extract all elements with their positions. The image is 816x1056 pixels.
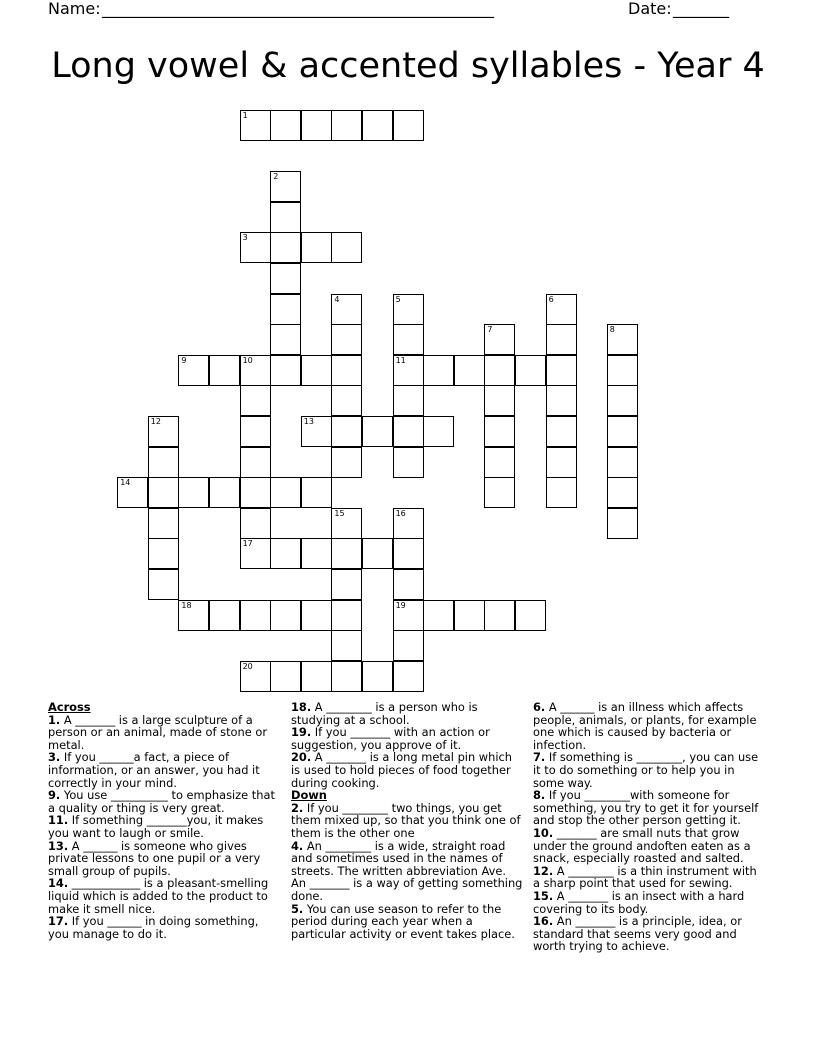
clue-item-number: 9.	[48, 788, 61, 803]
clue-item-text: ____________ is a pleasant-smelling liquid which is added to the product to make it smell nice.	[48, 876, 269, 916]
crossword-cell[interactable]	[178, 355, 209, 386]
clue-item-text: A _______ is a large sculpture of a person or an animal, made of stone or metal.	[48, 712, 268, 752]
crossword-cell[interactable]	[301, 355, 332, 386]
clue-item-text: A _______ is a long metal pin which is used to hold pieces of food together during cooking.	[291, 750, 512, 790]
crossword-cell[interactable]	[301, 232, 332, 263]
clue-number: 9	[181, 355, 187, 365]
clue-item-text: You can use season to refer to the period during each year when a particular activity or event takes place.	[291, 901, 515, 941]
crossword-cell[interactable]	[484, 355, 515, 386]
clue-item	[533, 751, 765, 789]
date-label: Date:	[628, 0, 672, 18]
crossword-cell[interactable]	[331, 294, 362, 325]
crossword-cell[interactable]	[240, 385, 271, 416]
clue-item-number: 19.	[291, 725, 312, 740]
clue-heading-across: Across	[48, 700, 91, 714]
clue-column-3	[533, 701, 765, 953]
crossword-cell[interactable]	[117, 477, 148, 508]
crossword-cell[interactable]	[546, 416, 577, 447]
clue-number: 6	[548, 294, 554, 304]
clue-item	[291, 903, 523, 941]
clue-number: 13	[303, 417, 314, 426]
crossword-cell[interactable]	[393, 538, 424, 569]
clue-item	[48, 789, 278, 814]
clue-number: 19	[395, 600, 406, 610]
clue-number: 5	[395, 294, 401, 304]
clue-item	[533, 701, 765, 751]
crossword-cell[interactable]	[240, 477, 271, 508]
crossword-cell[interactable]	[393, 385, 424, 416]
clue-item-number: 10.	[533, 825, 554, 840]
crossword-cell[interactable]	[178, 477, 209, 508]
crossword-cell[interactable]	[515, 355, 546, 386]
crossword-cell[interactable]	[393, 447, 424, 478]
crossword-cell[interactable]	[484, 447, 515, 478]
clue-item-text: A ______ is someone who gives private lessons to one pupil or a very small group of pupils.	[48, 838, 261, 878]
crossword-cell[interactable]	[607, 355, 638, 386]
clue-number: 17	[242, 539, 253, 549]
page-title: Long vowel & accented syllables - Year 4	[51, 46, 765, 86]
clue-item	[533, 865, 765, 890]
crossword-cell[interactable]	[546, 294, 577, 325]
clue-item	[48, 714, 278, 752]
crossword-cell[interactable]	[331, 447, 362, 478]
crossword-cell[interactable]	[393, 661, 424, 692]
crossword-cell[interactable]	[240, 661, 271, 692]
clue-item-number: 2.	[291, 800, 304, 815]
crossword-cell[interactable]	[546, 355, 577, 386]
crossword-cell[interactable]	[331, 600, 362, 631]
crossword-cell[interactable]	[484, 385, 515, 416]
crossword-cell[interactable]	[362, 538, 393, 569]
clue-item-number: 15.	[533, 888, 554, 903]
crossword-cell[interactable]	[240, 538, 271, 569]
crossword-cell[interactable]	[607, 416, 638, 447]
crossword-cell[interactable]	[148, 447, 179, 478]
crossword-cell[interactable]	[393, 508, 424, 539]
crossword-cell[interactable]	[393, 355, 424, 386]
crossword-cell[interactable]	[607, 477, 638, 508]
clue-item-text: A _______ is an insect with a hard covering to its body.	[533, 888, 745, 916]
crossword-cell[interactable]	[484, 600, 515, 631]
crossword-cell[interactable]	[423, 416, 454, 447]
clue-item-text: If you _______ with an action or suggestion, you approve of it.	[291, 725, 490, 752]
clue-item-text: A ________ is a person who is studying at a school.	[291, 700, 478, 727]
clue-item	[291, 840, 523, 903]
clue-item-text: If you ________ two things, you get them mixed up, so that you think one of them is the other one	[291, 800, 521, 840]
clue-item-number: 3.	[48, 750, 61, 765]
clue-item	[48, 840, 278, 878]
crossword-cell[interactable]	[423, 355, 454, 386]
clue-number: 4	[334, 294, 340, 304]
clue-item-number: 14.	[48, 876, 69, 891]
crossword-cell[interactable]	[546, 324, 577, 355]
crossword-cell[interactable]	[362, 661, 393, 692]
clue-number: 7	[487, 325, 493, 335]
crossword-cell[interactable]	[607, 447, 638, 478]
crossword-cell[interactable]	[607, 508, 638, 539]
crossword-cell[interactable]	[240, 416, 271, 447]
clue-item	[291, 802, 523, 840]
crossword-cell[interactable]	[301, 538, 332, 569]
crossword-cell[interactable]	[331, 416, 362, 447]
crossword-cell[interactable]	[240, 447, 271, 478]
clue-number: 16	[395, 508, 406, 518]
crossword-cell[interactable]	[148, 416, 179, 447]
clue-item	[291, 701, 523, 726]
clue-item-number: 8.	[533, 788, 546, 803]
clue-item-number: 4.	[291, 838, 304, 853]
clue-item-text: A ________ is a thin instrument with a sharp point that used for sewing.	[533, 863, 757, 891]
crossword-cell[interactable]	[393, 324, 424, 355]
crossword-cell[interactable]	[362, 416, 393, 447]
crossword-cell[interactable]	[393, 569, 424, 600]
clue-item-number: 17.	[48, 914, 69, 929]
clue-number: 18	[181, 600, 192, 610]
crossword-cell[interactable]	[454, 355, 485, 386]
crossword-cell[interactable]	[393, 294, 424, 325]
clue-item-number: 11.	[48, 813, 69, 828]
crossword-cell[interactable]	[546, 447, 577, 478]
clue-item-text: _______ are small nuts that grow under the ground andoften eaten as a snack, especially roasted and salted.	[533, 825, 751, 866]
crossword-cell[interactable]	[240, 355, 271, 386]
clue-item-number: 20.	[291, 750, 312, 765]
name-label: Name:	[48, 0, 101, 18]
crossword-cell[interactable]	[484, 477, 515, 508]
crossword-cell[interactable]	[331, 569, 362, 600]
crossword-cell[interactable]	[331, 630, 362, 661]
clue-item-number: 6.	[533, 700, 546, 714]
clue-heading-down: Down	[291, 788, 327, 803]
clue-number: 11	[395, 355, 406, 365]
crossword-cell[interactable]	[301, 600, 332, 631]
clue-number: 2	[273, 172, 279, 182]
crossword-cell[interactable]	[393, 416, 424, 447]
clue-item-number: 7.	[533, 750, 546, 765]
crossword-cell[interactable]	[270, 263, 301, 294]
crossword-cell[interactable]	[270, 202, 301, 233]
clue-item-text: A ______ is an illness which affects people, animals, or plants, for example one which is caused by bacteria or infection.	[533, 700, 757, 752]
crossword-cell[interactable]	[546, 477, 577, 508]
crossword-cell[interactable]	[607, 385, 638, 416]
clue-item	[533, 915, 765, 953]
crossword-cell[interactable]	[148, 538, 179, 569]
clue-item	[533, 789, 765, 827]
crossword-cell[interactable]	[270, 171, 301, 202]
crossword-cell[interactable]	[423, 600, 454, 631]
crossword-cell[interactable]	[331, 508, 362, 539]
clue-item-text: If you ________with someone for something, you try to get it for yourself and stop the other person getting it.	[533, 788, 759, 828]
crossword-cell[interactable]	[270, 661, 301, 692]
clue-item	[48, 814, 278, 839]
clue-item-text: If you ______a fact, a piece of information, or an answer, you had it correctly in your mind.	[48, 750, 260, 790]
crossword-cell[interactable]	[331, 355, 362, 386]
clue-item-text: If something _______you, it makes you want to laugh or smile.	[48, 813, 264, 840]
clue-number: 15	[334, 508, 345, 518]
clue-item-number: 18.	[291, 700, 312, 714]
crossword-cell[interactable]	[546, 385, 577, 416]
crossword-cell[interactable]	[270, 294, 301, 325]
crossword-cell[interactable]	[393, 630, 424, 661]
crossword-cell[interactable]	[331, 538, 362, 569]
crossword-cell[interactable]	[270, 232, 301, 263]
clue-number: 14	[120, 478, 131, 488]
crossword-cell[interactable]	[454, 600, 485, 631]
clue-item	[291, 751, 523, 789]
crossword-cell[interactable]	[607, 324, 638, 355]
crossword-cell[interactable]	[331, 385, 362, 416]
crossword-cell[interactable]	[270, 110, 301, 141]
clue-item	[533, 890, 765, 915]
crossword-cell[interactable]	[331, 661, 362, 692]
crossword-cell[interactable]	[301, 661, 332, 692]
crossword-cell[interactable]	[362, 110, 393, 141]
clue-column-1	[48, 701, 278, 940]
crossword-cell[interactable]	[301, 477, 332, 508]
crossword-cell[interactable]	[270, 477, 301, 508]
clue-item	[48, 751, 278, 789]
crossword-cell[interactable]	[148, 569, 179, 600]
crossword-cell[interactable]	[331, 324, 362, 355]
clue-number: 3	[242, 233, 248, 243]
crossword-cell[interactable]	[270, 538, 301, 569]
crossword-cell[interactable]	[240, 508, 271, 539]
clue-item-text: If you ______ in doing something, you manage to do it.	[48, 914, 259, 941]
crossword-cell[interactable]	[515, 600, 546, 631]
crossword-cell[interactable]	[301, 110, 332, 141]
clue-item	[48, 915, 278, 940]
crossword-cell[interactable]	[331, 232, 362, 263]
clue-number: 8	[609, 325, 615, 335]
crossword-cell[interactable]	[301, 416, 332, 447]
crossword-cell[interactable]	[331, 110, 362, 141]
clue-number: 12	[150, 417, 161, 426]
crossword-cell[interactable]	[209, 600, 240, 631]
clue-item-number: 16.	[533, 914, 554, 929]
clue-number: 10	[242, 355, 253, 365]
crossword-cell[interactable]	[240, 232, 271, 263]
crossword-cell[interactable]	[393, 110, 424, 141]
clue-item-text: If something is ________, you can use it to do something or to help you in some way.	[533, 750, 759, 790]
crossword-cell[interactable]	[240, 600, 271, 631]
crossword-cell[interactable]	[270, 600, 301, 631]
crossword-cell[interactable]	[240, 110, 271, 141]
crossword-cell[interactable]	[270, 324, 301, 355]
crossword-cell[interactable]	[148, 508, 179, 539]
crossword-cell[interactable]	[484, 324, 515, 355]
clue-item-number: 5.	[291, 901, 304, 916]
crossword-cell[interactable]	[209, 355, 240, 386]
crossword-cell[interactable]	[484, 416, 515, 447]
clue-item-text: An _______ is a principle, idea, or standard that seems very good and worth trying to achieve.	[533, 914, 742, 954]
clue-item	[533, 827, 765, 865]
date-blank[interactable]: _______	[673, 0, 729, 18]
clue-number: 20	[242, 661, 253, 671]
crossword-cell[interactable]	[270, 355, 301, 386]
clue-item-text: An ________ is a wide, straight road and sometimes used in the names of streets. The written abbreviation Ave. An _______ is a way of getting something done.	[291, 838, 523, 903]
clue-item-text: You use __________ to emphasize that a quality or thing is very great.	[48, 788, 275, 815]
clue-number: 1	[242, 111, 248, 120]
name-blank[interactable]: _________________________________________________	[102, 0, 494, 18]
crossword-cell[interactable]	[148, 477, 179, 508]
clue-item-number: 12.	[533, 863, 554, 878]
clue-column-2	[291, 701, 523, 940]
clue-item-number: 1.	[48, 712, 61, 727]
crossword-cell[interactable]	[178, 600, 209, 631]
crossword-cell[interactable]	[209, 477, 240, 508]
clue-item	[291, 726, 523, 751]
clue-item	[48, 877, 278, 915]
clue-item-number: 13.	[48, 838, 69, 853]
crossword-cell[interactable]	[393, 600, 424, 631]
